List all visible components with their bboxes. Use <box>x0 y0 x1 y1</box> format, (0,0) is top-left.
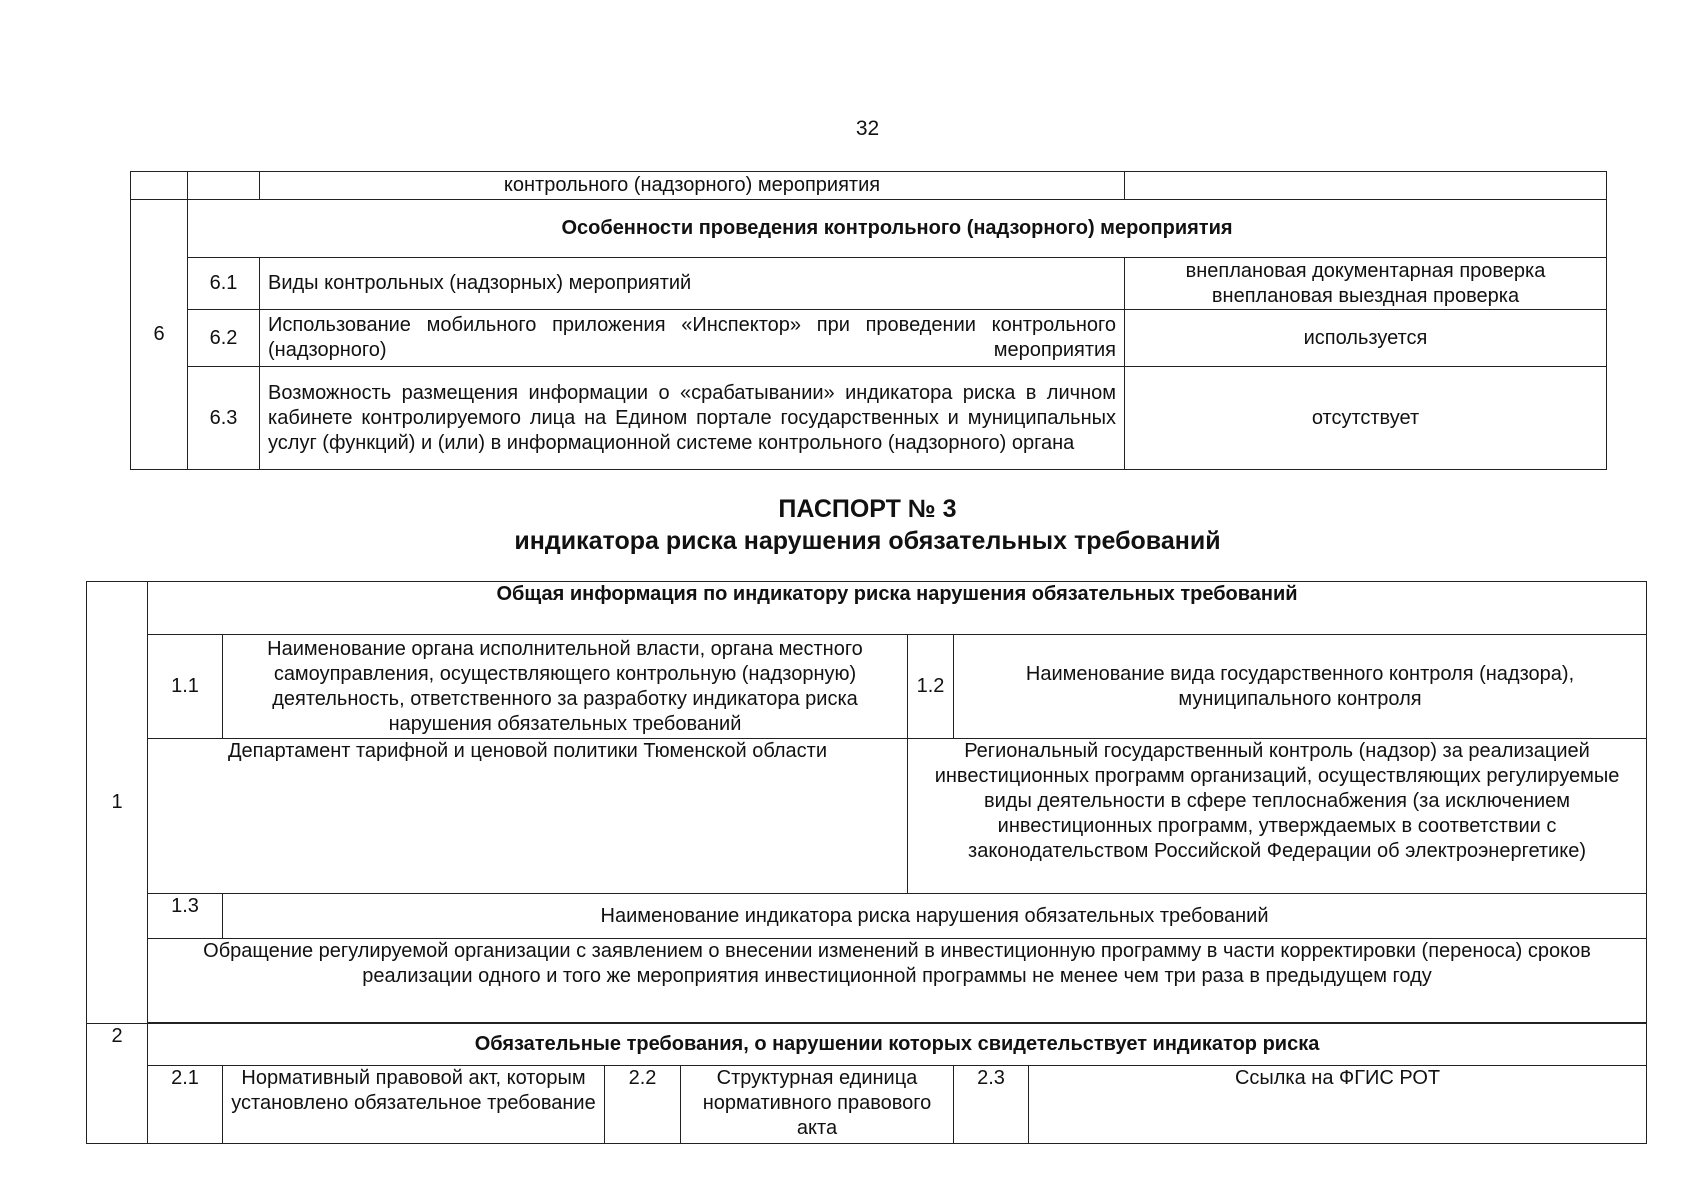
table-cell <box>188 172 260 200</box>
row-number: 2.1 <box>148 1066 223 1144</box>
row-number: 2.2 <box>605 1066 681 1144</box>
value-line: внеплановая выездная проверка <box>1211 284 1520 307</box>
table-row <box>87 1066 1647 1144</box>
row-label: Ссылка на ФГИС РОТ <box>1029 1066 1647 1144</box>
row-value: Региональный государственный контроль (надзор) за реализацией инвестиционных программ организаций, осуществляющих регулируемые виды деятельности в сфере теплоснабжения (за исключением инвестиционных программ, утверждаемых в соответствии с законодательством Российской Федерации об электроэнергетике) <box>908 739 1647 894</box>
passport-title: ПАСПОРТ № 3 <box>778 495 957 523</box>
section-header: Обязательные требования, о нарушении которых свидетельствует индикатор риска <box>148 1024 1647 1066</box>
table-row <box>131 310 1607 367</box>
table-cell <box>1125 172 1607 200</box>
table-row <box>87 739 1647 894</box>
table-row <box>131 172 1607 200</box>
table-row <box>87 1024 1647 1066</box>
row-number: 1.1 <box>148 635 223 739</box>
row-value <box>1125 258 1607 310</box>
row-label: Нормативный правовой акт, которым установлено обязательное требование <box>223 1066 605 1144</box>
table-row <box>87 894 1647 939</box>
table-row <box>131 367 1607 470</box>
row-label: Использование мобильного приложения «Инспектор» при проведении контрольного (надзорного) мероприятия <box>260 310 1125 367</box>
row-value: Департамент тарифной и ценовой политики Тюменской области <box>148 739 908 894</box>
table-row <box>131 258 1607 310</box>
passport-table <box>86 581 1647 1144</box>
row-label: Возможность размещения информации о «срабатывании» индикатора риска в личном кабинете контролируемого лица на Едином портале государственных и муниципальных услуг (функций) и (или) в информационной системе контрольного (надзорного) органа <box>260 367 1125 470</box>
value-line: внеплановая документарная проверка <box>1185 259 1546 282</box>
row-value: отсутствует <box>1125 367 1607 470</box>
section-number: 2 <box>87 1024 148 1144</box>
table-row <box>87 635 1647 739</box>
row-value: Обращение регулируемой организации с заявлением о внесении изменений в инвестиционную программу в части корректировки (переноса) сроков реализации одного и того же мероприятия инвестиционной программы не менее чем три раза в предыдущем году <box>148 939 1647 1023</box>
row-number: 6.2 <box>188 310 260 367</box>
row-number: 1.3 <box>148 894 223 939</box>
table-row <box>131 200 1607 258</box>
section-header: Общая информация по индикатору риска нарушения обязательных требований <box>148 582 1647 635</box>
table-row <box>87 939 1647 1023</box>
section-number: 1 <box>87 582 148 1024</box>
row-label: Наименование вида государственного контроля (надзора), муниципального контроля <box>954 635 1647 739</box>
row-label: Наименование индикатора риска нарушения обязательных требований <box>223 894 1647 939</box>
table-cell <box>131 172 188 200</box>
row-number: 6.3 <box>188 367 260 470</box>
features-table <box>130 171 1607 470</box>
row-label: Наименование органа исполнительной власти, органа местного самоуправления, осуществляющего контрольную (надзорную) деятельность, ответственного за разработку индикатора риска нарушения обязательных требований <box>223 635 908 739</box>
row-value: используется <box>1125 310 1607 367</box>
row-number: 2.3 <box>954 1066 1029 1144</box>
page-number: 32 <box>855 117 880 140</box>
continuation-text: контрольного (надзорного) мероприятия <box>260 172 1125 200</box>
row-number: 1.2 <box>908 635 954 739</box>
row-label: Структурная единица нормативного правового акта <box>681 1066 954 1144</box>
section-number: 6 <box>131 200 188 470</box>
row-number: 6.1 <box>188 258 260 310</box>
passport-subtitle: индикатора риска нарушения обязательных требований <box>514 527 1221 555</box>
table-row <box>87 582 1647 635</box>
row-label: Виды контрольных (надзорных) мероприятий <box>260 258 1125 310</box>
section-header: Особенности проведения контрольного (надзорного) мероприятия <box>188 200 1607 258</box>
